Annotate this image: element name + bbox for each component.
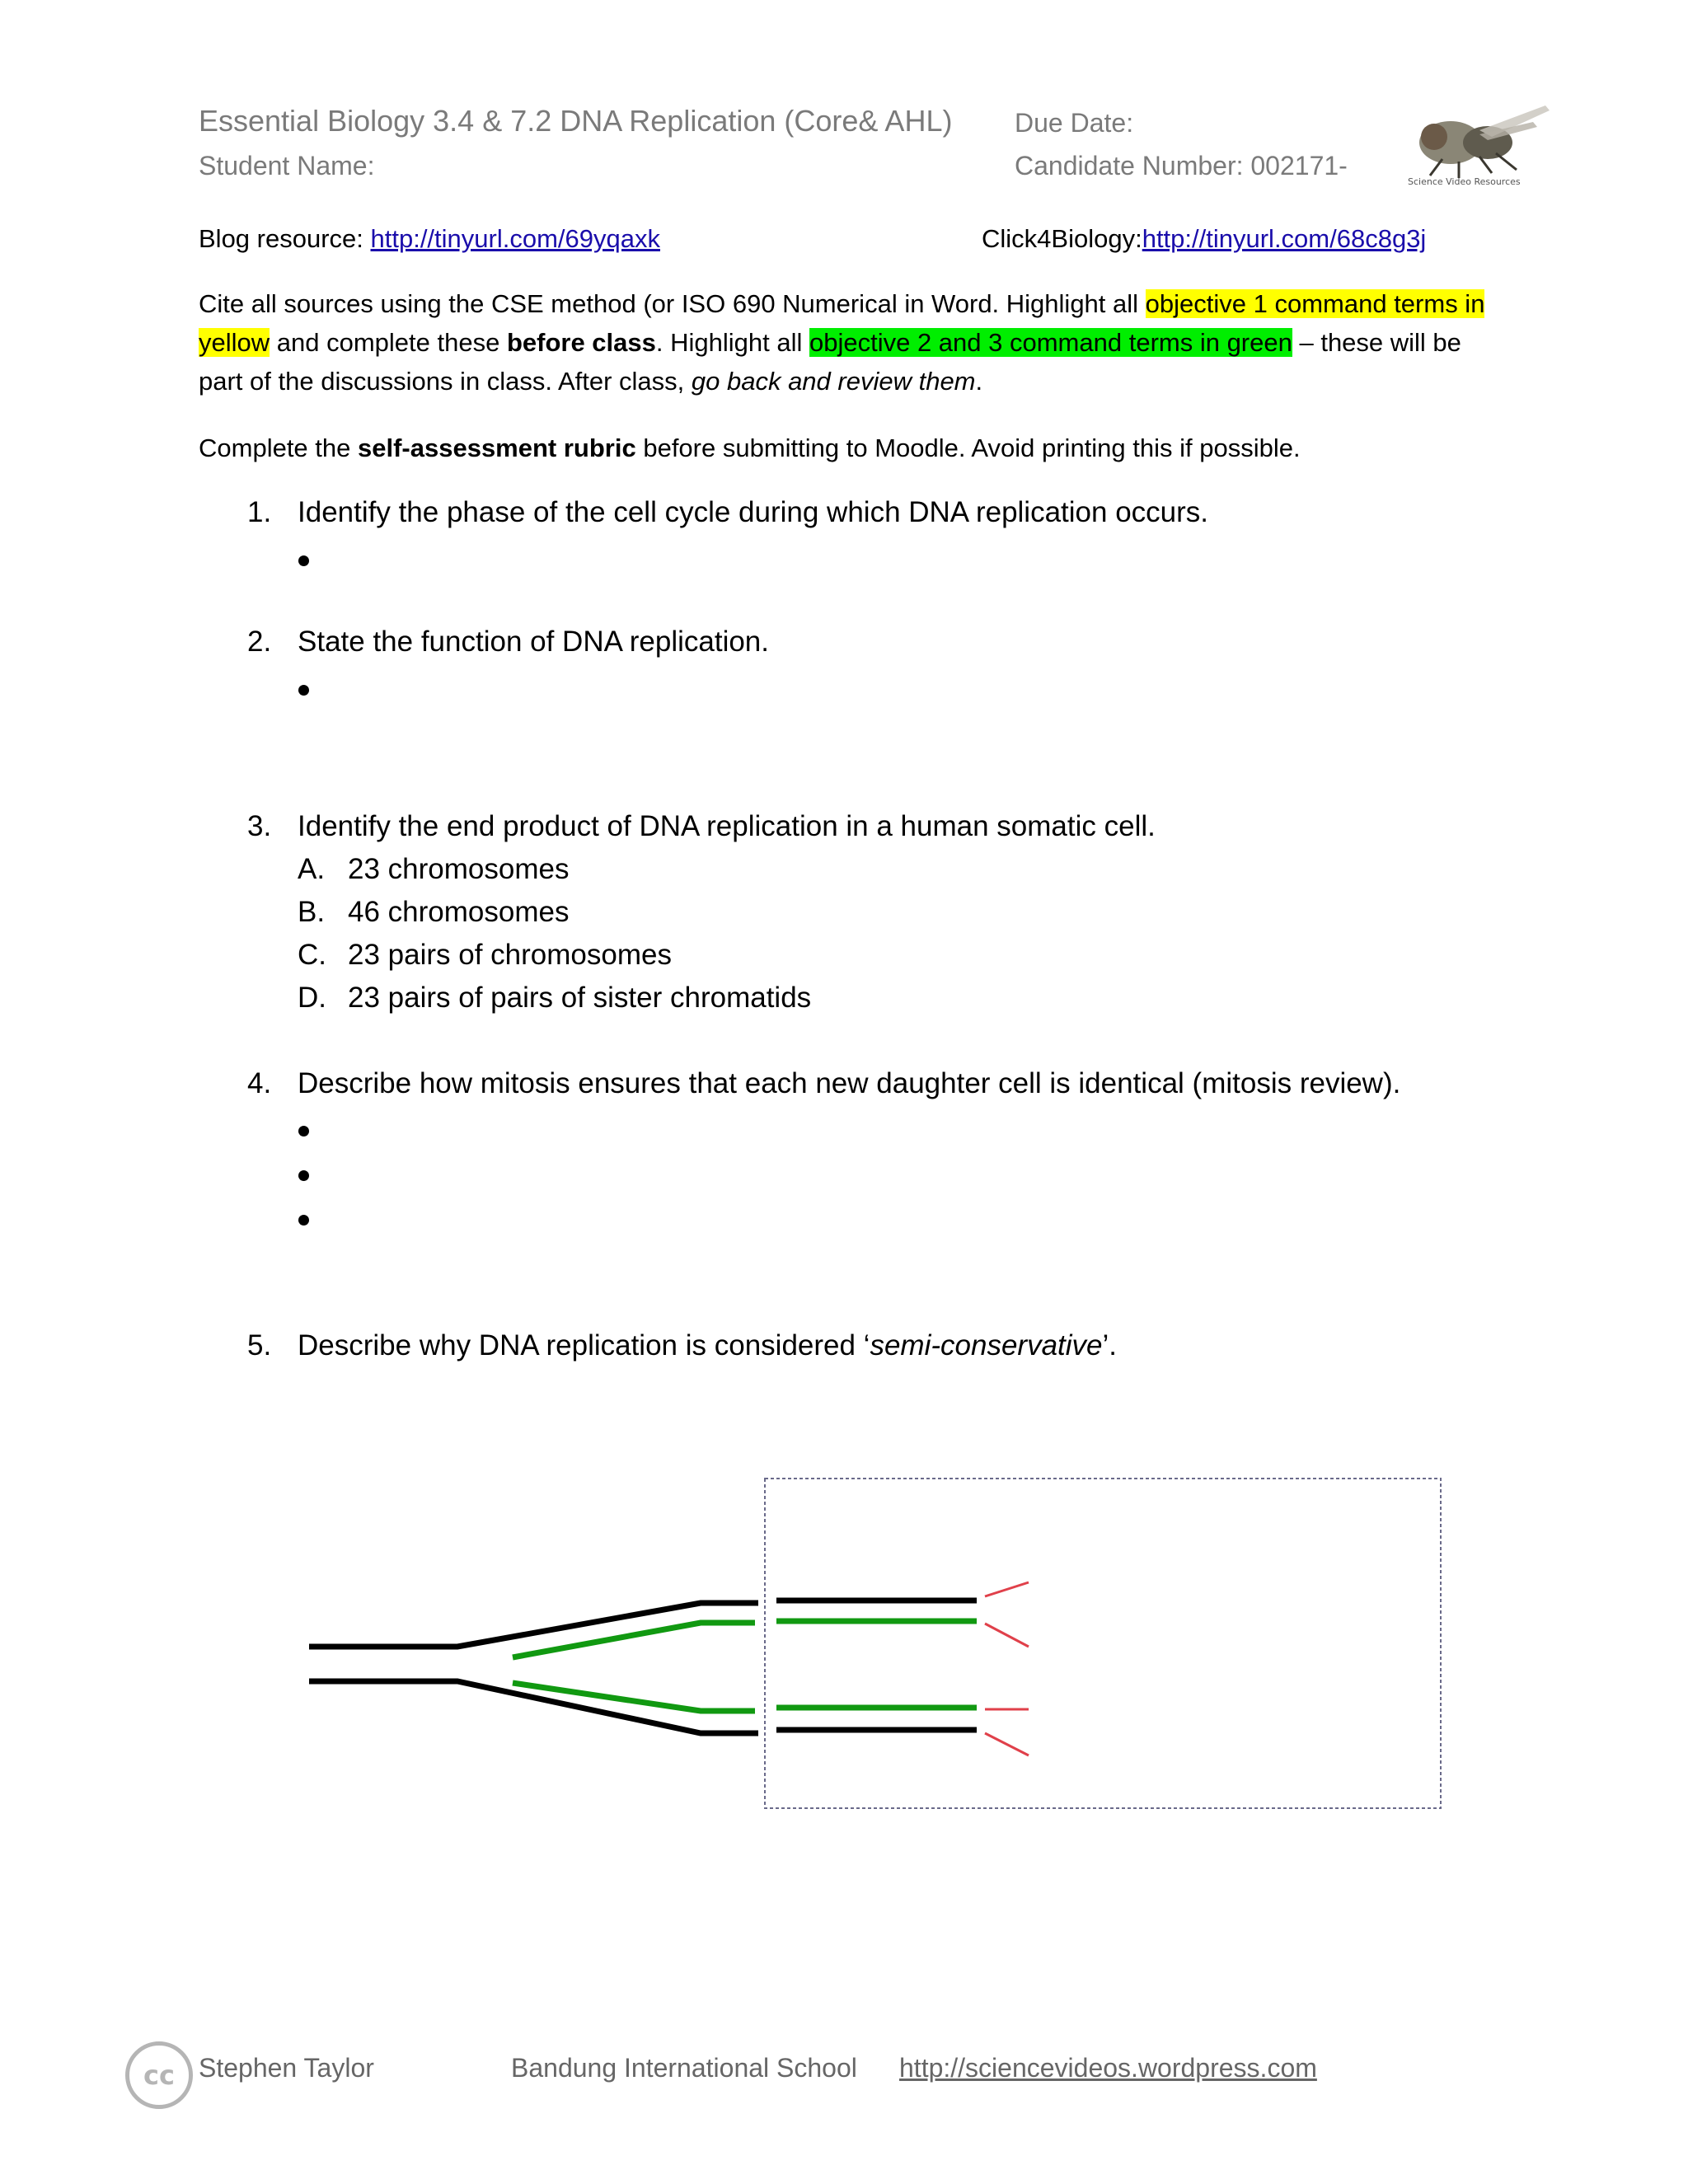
question-number: 2. — [247, 626, 272, 658]
arrow-mark — [985, 1624, 1029, 1647]
question-number: 4. — [247, 1067, 272, 1099]
option-letter: C. — [298, 939, 326, 971]
answer-box[interactable] — [765, 1479, 1441, 1808]
question-3-text: Identify the end product of DNA replication in a human somatic cell. — [298, 810, 1156, 842]
blog-resource-label: Blog resource: — [199, 224, 371, 253]
question-5-text-part: Describe why DNA replication is considered ‘ — [298, 1329, 870, 1361]
highlight-yellow: yellow — [199, 328, 270, 357]
answer-bullet — [298, 555, 309, 566]
question-number: 1. — [247, 496, 272, 528]
rubric-text: Complete the — [199, 434, 358, 462]
question-number: 5. — [247, 1329, 272, 1361]
option-letter: B. — [298, 896, 326, 928]
blog-resource-link[interactable]: http://tinyurl.com/69yqaxk — [370, 224, 660, 253]
rubric-instruction — [199, 429, 1301, 467]
footer-link[interactable]: http://sciencevideos.wordpress.com — [899, 2053, 1317, 2083]
fly-logo — [1401, 97, 1554, 188]
instructions-text: part of the discussions in class. After class, — [199, 367, 692, 396]
highlight-yellow: objective 1 command terms in — [1145, 289, 1485, 318]
click4biology-resource — [982, 219, 1426, 258]
highlight-green: objective 2 and 3 command terms in green — [809, 328, 1292, 357]
candidate-number-label: Candidate Number: 002171- — [1015, 151, 1348, 180]
instructions-paragraph — [199, 284, 1501, 401]
instructions-text: . — [975, 367, 983, 396]
option-letter: A. — [298, 853, 326, 885]
footer-url — [899, 2053, 1317, 2083]
question-2-text: State the function of DNA replication. — [298, 626, 769, 658]
blog-resource — [199, 219, 660, 258]
rubric-bold: self-assessment rubric — [358, 434, 636, 462]
instructions-text: and complete these — [270, 328, 507, 357]
student-name-label: Student Name: — [199, 151, 375, 180]
answer-bullet — [298, 1170, 309, 1181]
instructions-text: Cite all sources using the CSE method (or ISO 690 Numerical in Word. Highlight all — [199, 289, 1146, 318]
click4biology-link[interactable]: http://tinyurl.com/68c8g3j — [1142, 224, 1427, 253]
instructions-text: . Highlight all — [655, 328, 809, 357]
logo-caption: Science Video Resources — [1408, 176, 1521, 187]
answer-bullet — [298, 685, 309, 696]
option-text: 46 chromosomes — [348, 896, 570, 928]
answer-bullet — [298, 1126, 309, 1137]
question-5-text-part: ’. — [1102, 1329, 1118, 1361]
fly-icon — [1401, 97, 1554, 188]
option-text: 23 pairs of chromosomes — [348, 939, 672, 971]
dna-replication-diagram — [297, 1467, 1451, 1821]
due-date-label: Due Date: — [1015, 108, 1134, 138]
question-1-text: Identify the phase of the cell cycle during which DNA replication occurs. — [298, 496, 1209, 528]
worksheet-title: Essential Biology 3.4 & 7.2 DNA Replication (Core& AHL) — [199, 104, 953, 138]
instructions-text: – these will be — [1292, 328, 1461, 357]
rubric-text: before submitting to Moodle. Avoid printing this if possible. — [635, 434, 1301, 462]
question-5-text — [298, 1329, 1117, 1362]
question-5-italic: semi-conservative — [870, 1329, 1103, 1361]
footer-author: Stephen Taylor — [199, 2053, 374, 2083]
option-text: 23 chromosomes — [348, 853, 570, 885]
footer-school: Bandung International School — [511, 2053, 857, 2083]
arrow-mark — [985, 1733, 1029, 1755]
instructions-bold: before class — [506, 328, 656, 357]
arrow-mark — [985, 1582, 1029, 1596]
instructions-italic: go back and review them — [691, 367, 976, 396]
cc-label: cc — [143, 2060, 175, 2091]
question-number: 3. — [247, 810, 272, 842]
option-letter: D. — [298, 982, 326, 1014]
answer-bullet — [298, 1215, 309, 1226]
question-4-text: Describe how mitosis ensures that each new daughter cell is identical (mitosis review). — [298, 1067, 1401, 1099]
option-text: 23 pairs of pairs of sister chromatids — [348, 982, 812, 1014]
click4biology-label: Click4Biology: — [982, 224, 1142, 253]
new-strand-bottom — [513, 1683, 755, 1711]
creative-commons-icon — [125, 2041, 193, 2109]
